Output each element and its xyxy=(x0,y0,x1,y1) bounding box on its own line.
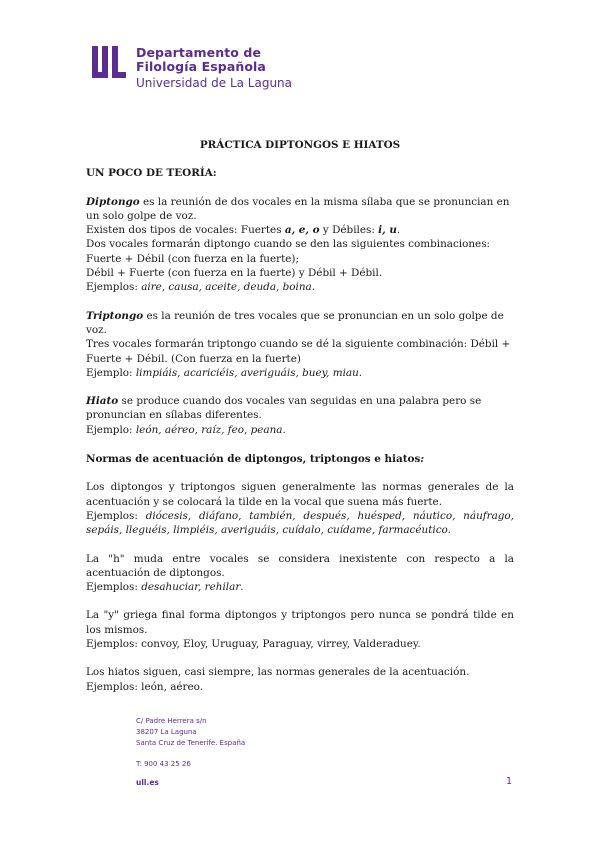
diptongo-combo-1: Fuerte + Débil (con fuerza en la fuerte); xyxy=(86,252,299,265)
triptongo-rule: Tres vocales formarán triptongo cuando se dé la siguiente combinación: Débil + Fuerte + Débil. (Con fuerza en la fuerte) xyxy=(86,338,511,365)
norm-3-text: La "y" griega final forma diptongos y triptongos pero nunca se pondrá tilde en los mismos. xyxy=(86,609,514,636)
triptongo-section xyxy=(86,309,514,380)
footer-address xyxy=(136,716,245,770)
norm-2-examples: Ejemplos: desahuciar, rehilar. xyxy=(86,581,244,594)
norm-3 xyxy=(86,608,514,651)
triptongo-definition: Triptongo es la reunión de tres vocales que se pronuncian en un solo golpe de voz. xyxy=(86,309,504,336)
page-number: 1 xyxy=(506,776,513,787)
diptongo-rule: Dos vocales formarán diptongo cuando se den las siguientes combinaciones: xyxy=(86,238,491,251)
strong-vowels: a, e, o xyxy=(284,224,320,237)
address-street: C/ Padre Herrera s/n xyxy=(136,717,207,725)
diptongo-examples: Ejemplos: aire, causa, aceite, deuda, boina. xyxy=(86,281,316,294)
norm-1 xyxy=(86,480,514,537)
logo-philology-line: Filología Española xyxy=(136,59,266,74)
footer-site-link[interactable]: ull.es xyxy=(136,778,159,787)
norm-4 xyxy=(86,665,514,694)
address-city: 38207 La Laguna xyxy=(136,728,197,736)
diptongo-section xyxy=(86,195,514,295)
norm-1-text: Los diptongos y triptongos siguen generalmente las normas generales de la acentuación y se colocará la tilde en la vocal que suena más fuerte. xyxy=(86,481,514,508)
hiato-definition: Hiato se produce cuando dos vocales van seguidas en una palabra pero se pronuncian en sílabas diferentes. xyxy=(86,395,482,422)
hiato-section xyxy=(86,394,514,437)
norm-1-examples: Ejemplos: diócesis, diáfano, también, después, huésped, náutico, náufrago, sepáis, lleguéis, limpiéis, averiguáis, cuídalo, cuídame, farmacéutico. xyxy=(86,509,514,537)
logo-university-line: Universidad de La Laguna xyxy=(136,76,293,90)
norm-2 xyxy=(86,552,514,595)
document-body xyxy=(86,138,514,694)
norms-heading: Normas de acentuación de diptongos, triptongos e hiatos: xyxy=(86,453,425,466)
diptongo-definition: Diptongo es la reunión de dos vocales en la misma sílaba que se pronuncian en un solo golpe de voz. xyxy=(86,195,510,222)
vowel-types: Existen dos tipos de vocales: Fuertes a, e, o y Débiles: i, u. xyxy=(86,224,401,237)
theory-heading: UN POCO DE TEORÍA: xyxy=(86,167,217,180)
logo-department-line: Departamento de xyxy=(136,45,262,60)
diptongo-combo-2: Débil + Fuerte (con fuerza en la fuerte) y Débil + Débil. xyxy=(86,267,383,280)
department-logo xyxy=(92,46,292,90)
address-province: Santa Cruz de Tenerife. España xyxy=(136,739,246,747)
ull-logo-icon xyxy=(92,46,126,78)
norm-3-examples: Ejemplos: convoy, Eloy, Uruguay, Paraguay, virrey, Valderaduey. xyxy=(86,638,421,651)
triptongo-examples: Ejemplo: limpiáis, acariciéis, averiguáis, buey, miau. xyxy=(86,366,363,379)
triptongo-term: Triptongo xyxy=(86,309,144,322)
norm-4-text: Los hiatos siguen, casi siempre, las normas generales de la acentuación. xyxy=(86,666,470,679)
weak-vowels: i, u xyxy=(378,224,397,237)
footer-phone: T: 900 43 25 26 xyxy=(136,760,191,768)
hiato-term: Hiato xyxy=(86,395,119,408)
logo-text xyxy=(136,46,292,90)
page-title: PRÁCTICA DIPTONGOS E HIATOS xyxy=(199,139,401,151)
hiato-examples: Ejemplo: león, aéreo, raíz, feo, peana. xyxy=(86,423,286,436)
norm-4-examples: Ejemplos: león, aéreo. xyxy=(86,680,204,693)
norm-2-text: La "h" muda entre vocales se considera inexistente con respecto a la acentuación de diptongos. xyxy=(86,552,514,579)
diptongo-term: Diptongo xyxy=(86,195,140,208)
